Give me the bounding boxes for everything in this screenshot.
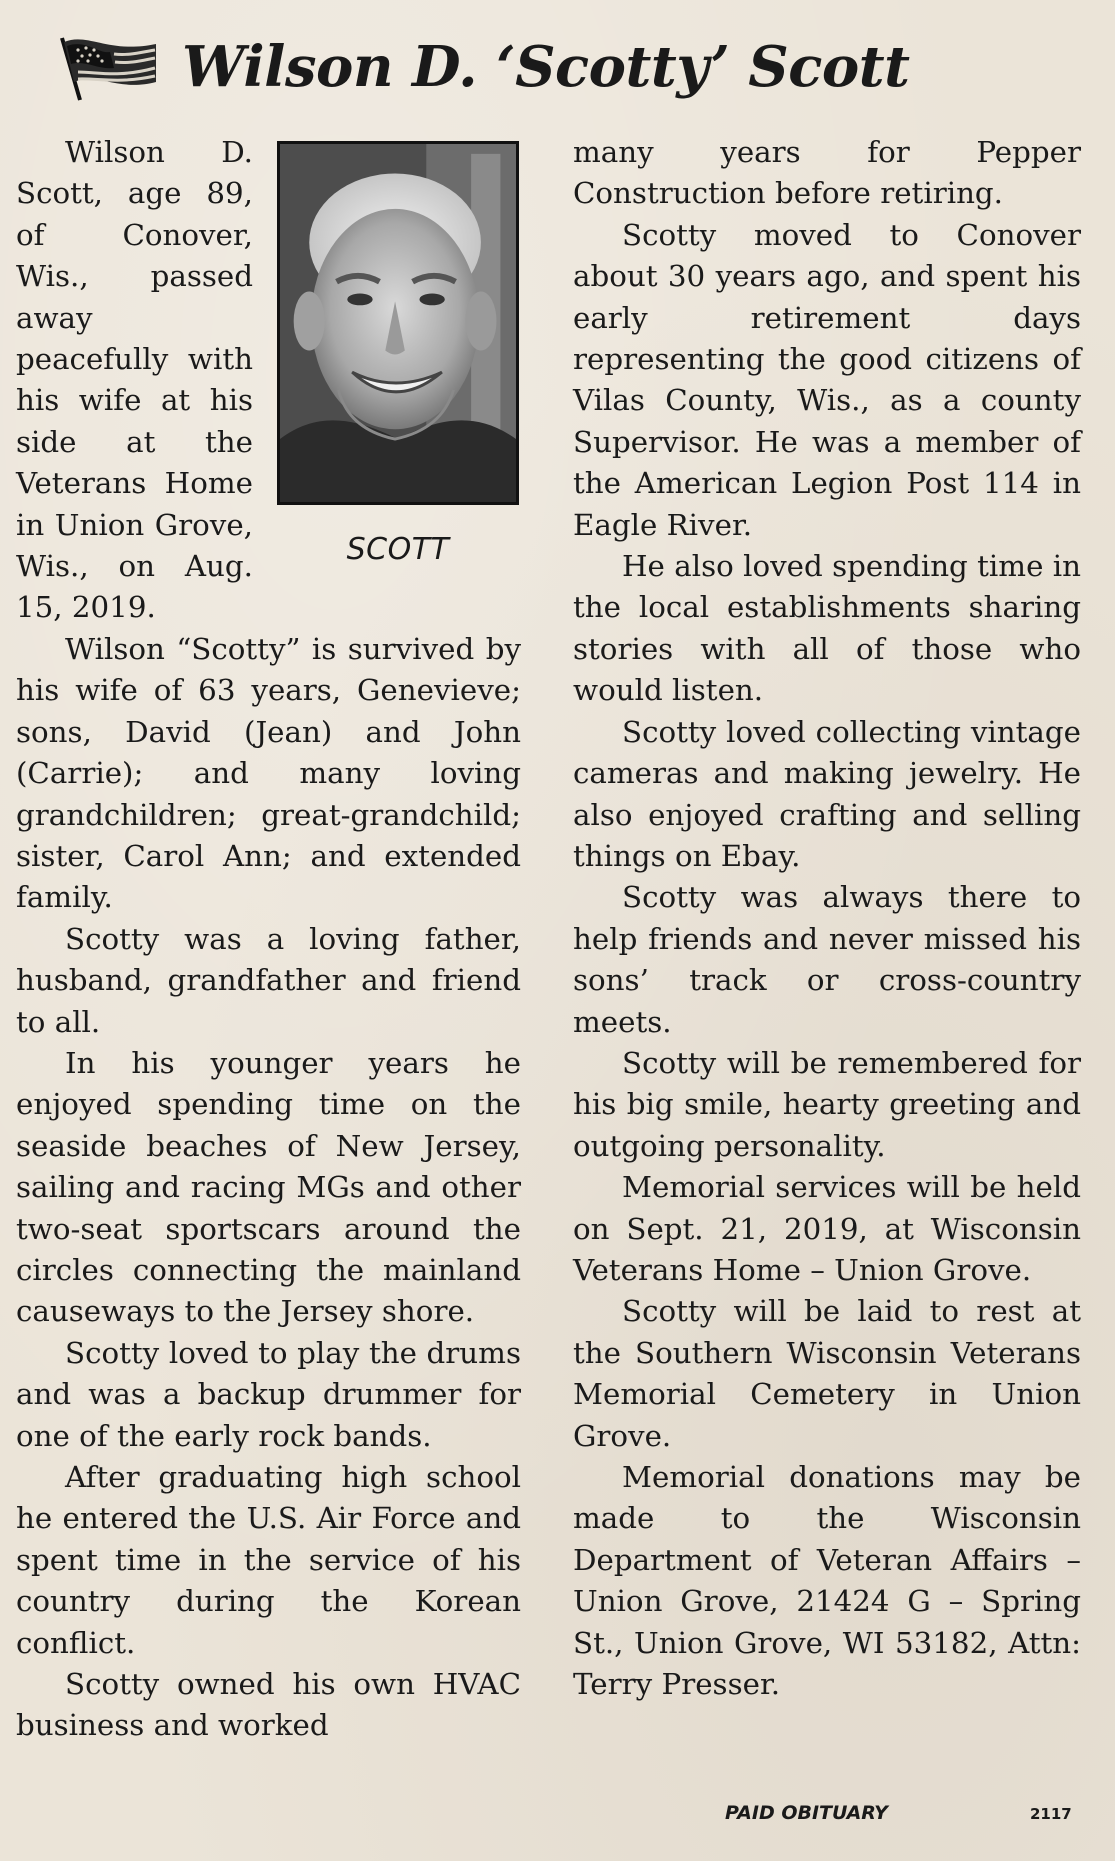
paid-obituary-label: PAID OBITUARY xyxy=(725,1802,888,1824)
paragraph: Wilson “Scotty” is survived by his wife of 63 years, Genevieve; sons, David (Jean) and John (Carrie); and many loving grandchildren; great-grandchild; sister, Carol Ann; and extended family. xyxy=(16,631,521,915)
obituary-header xyxy=(58,22,1058,112)
right-column xyxy=(573,132,1081,1705)
paragraph: Memorial donations may be made to the Wisconsin Department of Veteran Affairs – Union Grove, 21424 G – Spring St., Union Grove, WI 53182, Attn: Terry Presser. xyxy=(573,1460,1081,1702)
portrait-photo xyxy=(277,141,519,505)
paragraph: In his younger years he enjoyed spending time on the seaside beaches of New Jersey, sailing and racing MGs and other two-seat sportscars around the circles connecting the mainland causeways to the Jersey shore. xyxy=(16,1045,521,1329)
paragraph: Scotty owned his own HVAC business and worked xyxy=(16,1667,521,1743)
paragraph: Scotty moved to Conover about 30 years ago, and spent his early retirement days representing the good citizens of Vilas County, Wis., as a county Supervisor. He was a member of the American Legion Post 114 in Eagle River. xyxy=(573,217,1081,542)
american-flag-icon xyxy=(58,32,160,102)
paragraph: He also loved spending time in the local establishments sharing stories with all of those who would listen. xyxy=(573,549,1081,708)
paragraph: Scotty loved to play the drums and was a backup drummer for one of the early rock bands. xyxy=(16,1335,521,1453)
paragraph: Scotty loved collecting vintage cameras and making jewelry. He also enjoyed crafting and selling things on Ebay. xyxy=(573,714,1081,873)
obituary-title: Wilson D. ‘Scotty’ Scott xyxy=(182,34,910,100)
paragraph-continued: many years for Pepper Construction before retiring. xyxy=(573,135,1081,211)
ad-code: 2117 xyxy=(1030,1805,1072,1823)
paragraph: Memorial services will be held on Sept. 21, 2019, at Wisconsin Veterans Home – Union Grove. xyxy=(573,1170,1081,1287)
paragraph: Scotty will be remembered for his big smile, hearty greeting and outgoing personality. xyxy=(573,1045,1081,1163)
photo-caption: SCOTT xyxy=(346,532,450,567)
left-column xyxy=(16,132,521,1747)
paragraph: Wilson D. Scott, age 89, of Conover, Wis., passed away peacefully with his wife at his side at the Veterans Home in Union Grove, Wis., on Aug. 15, 2019. xyxy=(16,135,253,625)
paragraph: Scotty will be laid to rest at the Southern Wisconsin Veterans Memorial Cemetery in Union Grove. xyxy=(573,1294,1081,1453)
paragraph: Scotty was always there to help friends and never missed his sons’ track or cross-country meets. xyxy=(573,880,1081,1039)
paragraph: After graduating high school he entered the U.S. Air Force and spent time in the service of his country during the Korean conflict. xyxy=(16,1460,521,1660)
paragraph: Scotty was a loving father, husband, grandfather and friend to all. xyxy=(16,921,521,1039)
portrait-block xyxy=(265,141,523,596)
